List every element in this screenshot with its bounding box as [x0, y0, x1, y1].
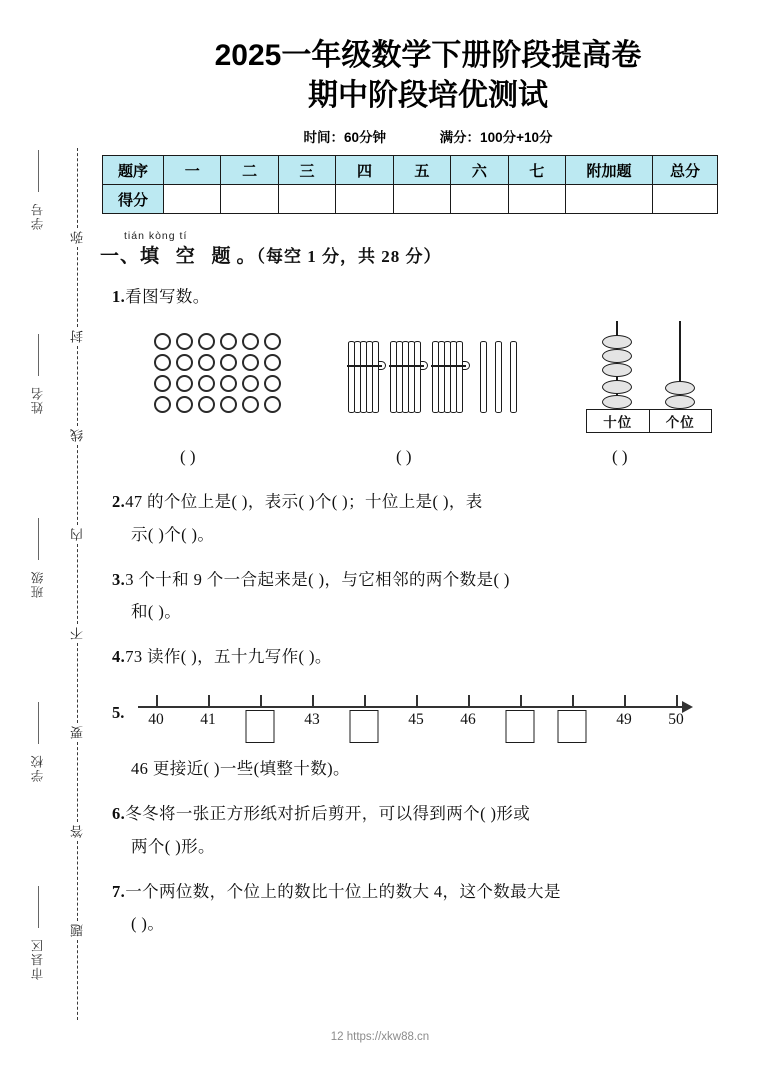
score-col-2: 二 — [221, 156, 278, 185]
question-7-number: 7. — [112, 881, 126, 901]
question-3-number: 3. — [112, 569, 126, 589]
number-line-tick — [312, 695, 314, 707]
section-pinyin: tián kòng tí — [124, 230, 188, 243]
seal-rule — [38, 150, 39, 192]
seal-field-xuexiao — [29, 702, 47, 782]
score-table-header-row — [103, 156, 718, 185]
number-line-tick — [156, 695, 158, 707]
number-line-axis — [138, 706, 684, 708]
left-margin-sidebar — [0, 0, 92, 1065]
question-7-line-2: ( )。 — [131, 913, 165, 933]
seal-word-da: 答 — [69, 825, 85, 838]
abacus-bead-tens — [602, 349, 632, 363]
number-line-tick — [520, 695, 522, 707]
score-col-4: 四 — [336, 156, 393, 185]
number-line-label-41: 41 — [200, 711, 216, 729]
sticks-bundles-figure — [348, 335, 517, 413]
dashed-segment — [77, 841, 78, 921]
dashed-segment — [77, 148, 78, 228]
abacus-figure — [586, 321, 712, 433]
exam-title-line-1: 2025一年级数学下册阶段提高卷 — [214, 39, 642, 72]
score-col-1: 一 — [164, 156, 221, 185]
seal-word-bu: 不 — [69, 627, 85, 640]
abacus-label-ones: 个位 — [649, 410, 712, 432]
dashed-segment — [77, 445, 78, 525]
dashed-segment — [77, 544, 78, 624]
score-value-5[interactable] — [393, 185, 450, 214]
question-3-line-1: 3 个十和 9 个一合起来是( )，与它相邻的两个数是( ) — [125, 569, 510, 589]
circle-dot — [242, 354, 259, 371]
loose-sticks — [480, 341, 517, 413]
score-table-rowlabel-defen: 得分 — [103, 185, 164, 214]
number-line-blank-box[interactable] — [246, 710, 275, 743]
abacus-bead-ones — [665, 381, 695, 395]
number-line-label-43: 43 — [304, 711, 320, 729]
score-col-3: 三 — [278, 156, 335, 185]
score-table — [102, 155, 718, 214]
score-table-rowlabel-tixu: 题序 — [103, 156, 164, 185]
abacus-bead-tens — [602, 363, 632, 377]
question-2-line-2: 示( )个( )。 — [131, 524, 215, 544]
q1-answer-blank-2[interactable]: ( ) — [396, 447, 412, 467]
score-value-total[interactable] — [653, 185, 718, 214]
seal-field-banji — [29, 518, 47, 598]
seal-label-banji: 班级 — [31, 570, 45, 598]
seal-label-xuexiao: 学校 — [31, 754, 45, 782]
score-value-7[interactable] — [508, 185, 565, 214]
score-col-6: 六 — [451, 156, 508, 185]
seal-label-shixianqu: 市县区 — [31, 938, 45, 980]
seal-word-feng: 封 — [69, 330, 85, 343]
score-value-6[interactable] — [451, 185, 508, 214]
seal-word-xian: 线 — [69, 429, 85, 442]
exam-full-score-label: 满分：100分+10分 — [439, 130, 553, 146]
abacus-bead-tens — [602, 395, 632, 409]
question-6 — [112, 798, 760, 862]
question-2 — [112, 486, 760, 550]
seal-field-xingming — [29, 334, 47, 414]
q1-answer-blank-1[interactable]: ( ) — [180, 447, 196, 467]
number-line-tick — [208, 695, 210, 707]
seal-field-shixianqu — [29, 886, 47, 980]
section-index: 一、 — [100, 246, 141, 268]
seal-rule — [38, 518, 39, 560]
number-line-tick — [572, 695, 574, 707]
circle-dot — [154, 396, 171, 413]
number-line-tick — [468, 695, 470, 707]
number-line-tick — [676, 695, 678, 707]
abacus-bead-ones — [665, 395, 695, 409]
number-line-tick — [416, 695, 418, 707]
seal-rule — [38, 702, 39, 744]
score-value-4[interactable] — [336, 185, 393, 214]
seal-rule — [38, 886, 39, 928]
loose-stick — [510, 341, 517, 413]
seal-line-dashed-column — [66, 148, 88, 1020]
question-1-text: 看图写数。 — [125, 287, 210, 307]
stick-bundle — [348, 335, 381, 413]
stick-bundle — [432, 335, 465, 413]
circle-dot — [264, 333, 281, 350]
circle-dot — [220, 375, 237, 392]
title-block — [96, 0, 760, 146]
number-line-figure — [138, 695, 714, 749]
page-footer-watermark: 12 https://xkw88.cn — [330, 1031, 430, 1043]
question-6-number: 6. — [112, 804, 126, 824]
seal-info-column — [20, 150, 56, 980]
circle-dot — [176, 375, 193, 392]
seal-label-xingming: 姓名 — [31, 386, 45, 414]
dashed-segment — [77, 940, 78, 1020]
score-col-bonus: 附加题 — [566, 156, 653, 185]
number-line-label-46: 46 — [460, 711, 476, 729]
circle-dot — [242, 333, 259, 350]
circles-grid-figure — [154, 333, 286, 417]
score-table-wrapper — [102, 155, 756, 214]
circle-dot — [154, 354, 171, 371]
section-title-row — [100, 241, 760, 268]
section-score-note: （每空 1 分，共 28 分） — [256, 247, 442, 267]
number-line-tick — [364, 695, 366, 707]
section-name: 填 空 题 — [140, 246, 237, 268]
abacus-bead-tens — [602, 335, 632, 349]
circle-dot — [176, 396, 193, 413]
number-line-tick — [624, 695, 626, 707]
number-line-blank-box[interactable] — [558, 710, 587, 743]
number-line-blank-box[interactable] — [350, 710, 379, 743]
seal-field-xuehao — [29, 150, 47, 230]
circle-dot — [220, 333, 237, 350]
abacus-place-value-bar — [586, 409, 712, 433]
question-5-number: 5. — [112, 703, 125, 723]
score-col-7: 七 — [508, 156, 565, 185]
question-1 — [112, 281, 760, 313]
circle-dot — [242, 396, 259, 413]
circle-dot — [242, 375, 259, 392]
seal-word-mi: 弥 — [69, 231, 85, 244]
number-line-blank-box[interactable] — [506, 710, 535, 743]
question-2-line-1: 47 的个位上是( )，表示( )个( )；十位上是( )，表 — [125, 492, 483, 512]
circle-dot — [264, 396, 281, 413]
stick-bundle — [390, 335, 423, 413]
number-line-label-50: 50 — [668, 711, 684, 729]
dashed-segment — [77, 643, 78, 723]
number-line-label-49: 49 — [616, 711, 632, 729]
score-col-total: 总分 — [653, 156, 718, 185]
circle-dot — [198, 396, 215, 413]
score-value-2[interactable] — [221, 185, 278, 214]
seal-rule — [38, 334, 39, 376]
score-value-3[interactable] — [278, 185, 335, 214]
circle-dot — [264, 354, 281, 371]
exam-title-line-2: 期中阶段培优测试 — [308, 78, 548, 112]
question-1-figures — [96, 319, 760, 447]
question-4 — [112, 641, 760, 673]
score-table-value-row — [103, 185, 718, 214]
dashed-segment — [77, 247, 78, 327]
exam-time-label: 时间：60分钟 — [303, 130, 387, 146]
question-4-line-1: 73 读作( )，五十九写作( )。 — [125, 647, 332, 667]
question-5-text — [112, 753, 760, 785]
circle-dot — [220, 354, 237, 371]
question-7 — [112, 876, 760, 940]
question-7-line-1: 一个两位数，个位上的数比十位上的数大 4，这个数最大是 — [125, 881, 561, 901]
exam-meta-line — [96, 126, 760, 146]
seal-word-ti: 题 — [69, 924, 85, 937]
question-5-numberline-area — [112, 683, 760, 749]
seal-label-xuehao: 学号 — [31, 202, 45, 230]
dashed-segment — [77, 742, 78, 822]
seal-word-nei: 内 — [69, 528, 85, 541]
section-heading — [100, 230, 760, 268]
seal-word-yao: 要 — [69, 726, 85, 739]
question-6-line-1: 冬冬将一张正方形纸对折后剪开，可以得到两个( )形或 — [125, 804, 531, 824]
section-period: 。 — [236, 246, 257, 268]
abacus-label-tens: 十位 — [603, 415, 633, 431]
score-value-1[interactable] — [164, 185, 221, 214]
question-3-line-2: 和( )。 — [131, 601, 182, 621]
question-4-number: 4. — [112, 647, 126, 667]
loose-stick — [495, 341, 502, 413]
dashed-segment — [77, 346, 78, 426]
score-col-5: 五 — [393, 156, 450, 185]
question-6-line-2: 两个( )形。 — [131, 836, 215, 856]
circle-dot — [176, 333, 193, 350]
exam-page — [96, 0, 760, 1065]
number-line-label-40: 40 — [148, 711, 164, 729]
question-2-number: 2. — [112, 492, 126, 512]
circle-dot — [154, 333, 171, 350]
question-1-answer-row — [96, 447, 760, 473]
number-line-label-45: 45 — [408, 711, 424, 729]
circle-dot — [176, 354, 193, 371]
score-value-bonus[interactable] — [566, 185, 653, 214]
question-3 — [112, 564, 760, 628]
abacus-bead-tens — [602, 380, 632, 394]
q1-answer-blank-3[interactable]: ( ) — [612, 447, 628, 467]
loose-stick — [480, 341, 487, 413]
circle-dot — [264, 375, 281, 392]
circle-dot — [220, 396, 237, 413]
circle-dot — [198, 354, 215, 371]
circle-dot — [198, 375, 215, 392]
question-5-line-2: 46 更接近( )一些(填整十数)。 — [131, 759, 350, 779]
question-1-number: 1. — [112, 287, 126, 307]
circle-dot — [198, 333, 215, 350]
circle-dot — [154, 375, 171, 392]
number-line-tick — [260, 695, 262, 707]
